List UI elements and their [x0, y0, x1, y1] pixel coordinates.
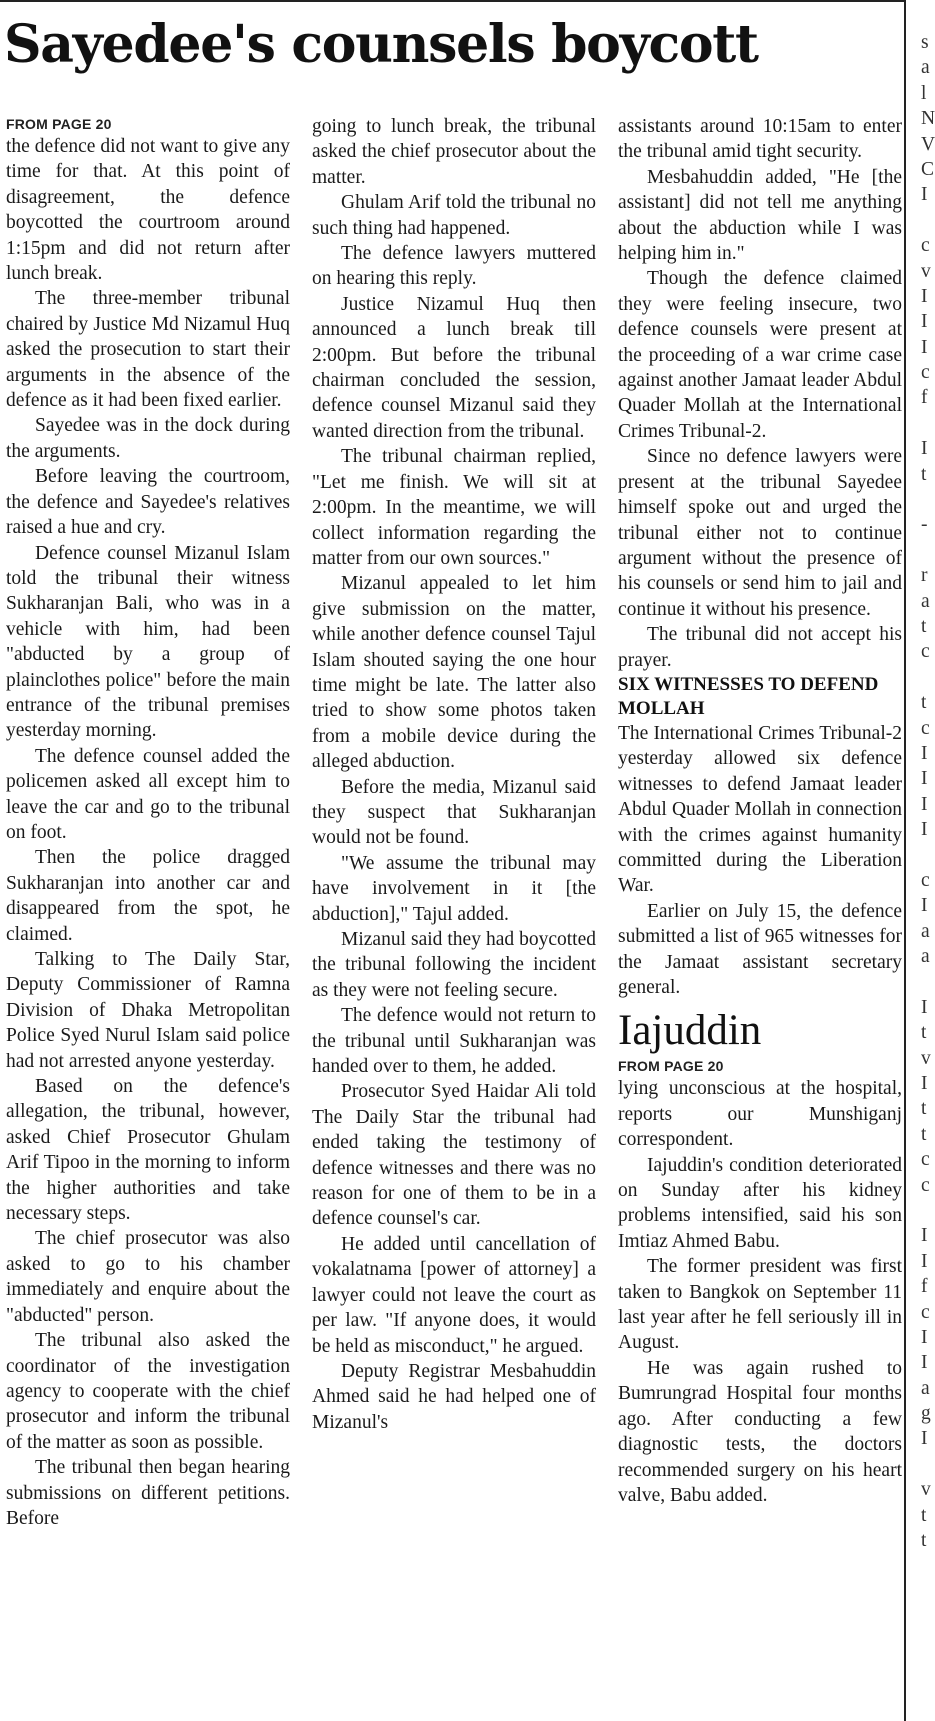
edge-fragment — [921, 208, 929, 233]
top-rule — [0, 0, 904, 2]
paragraph: He added until cancellation of vokalatnama [power of attorney] a lawyer could not leave the court as per law. "If anyone does, it would be held as misconduct," he argued. — [312, 1233, 596, 1357]
edge-fragment: t — [921, 1504, 927, 1526]
edge-fragment: I — [921, 438, 928, 460]
edge-fragment: c — [921, 362, 930, 384]
paragraph: Prosecutor Syed Haidar Ali told The Daily Star the tribunal had ended taking the testimony of defence witnesses and there was no reason for one of them to be in a defence counsel's car. — [312, 1081, 596, 1230]
edge-fragment: f — [921, 1276, 928, 1298]
paragraph: Mesbahuddin added, "He [the assistant] did not tell me anything about the abduction while I was helping him in." — [618, 166, 902, 265]
story2-body — [618, 1076, 902, 1508]
edge-fragment: v — [921, 260, 931, 282]
paragraph: Sayedee was in the dock during the arguments. — [6, 415, 290, 462]
edge-fragment: v — [921, 1047, 931, 1069]
edge-fragment: I — [921, 742, 928, 764]
adjacent-column-fragment — [921, 30, 935, 1553]
edge-fragment: a — [921, 946, 930, 968]
column-2-body — [312, 114, 596, 1435]
edge-fragment: t — [921, 615, 927, 637]
paragraph: Before the media, Mizanul said they suspect that Sukharanjan would not be found. — [312, 776, 596, 849]
story1-kicker: FROM PAGE 20 — [6, 116, 112, 132]
paragraph: The tribunal then began hearing submissions on different petitions. Before — [6, 1457, 290, 1529]
edge-fragment: I — [921, 1428, 928, 1450]
edge-fragment: I — [921, 184, 928, 206]
edge-fragment: I — [921, 793, 928, 815]
edge-fragment: c — [921, 1301, 930, 1323]
story2-headline: Iajuddin — [618, 1007, 762, 1055]
paragraph: going to lunch break, the tribunal asked the chief prosecutor about the matter. — [312, 116, 596, 188]
main-headline: Sayedee's counsels boycott — [4, 14, 758, 75]
edge-fragment: c — [921, 641, 930, 663]
edge-fragment — [921, 411, 929, 436]
edge-fragment: I — [921, 1225, 928, 1247]
edge-fragment: I — [921, 1352, 928, 1374]
edge-fragment: I — [921, 996, 928, 1018]
edge-fragment — [921, 843, 929, 868]
edge-fragment: N — [921, 108, 935, 130]
edge-fragment: c — [921, 235, 930, 257]
story1-subhead: SIX WITNESSES TO DEFEND MOLLAH — [618, 673, 879, 719]
edge-fragment: c — [921, 1174, 930, 1196]
edge-fragment: g — [921, 1403, 931, 1425]
edge-fragment: I — [921, 768, 928, 790]
edge-fragment: l — [921, 82, 927, 104]
edge-fragment — [921, 487, 929, 512]
edge-fragment: I — [921, 285, 928, 307]
paragraph: Though the defence claimed they were feeling insecure, two defence counsels were present at the proceeding of a war crime case against another Jamaat leader Abdul Quader Mollah at the International Crimes Tribunal-2. — [618, 268, 902, 442]
edge-fragment: I — [921, 819, 928, 841]
paragraph: Then the police dragged Sukharanjan into another car and disappeared from the spot, he claimed. — [6, 847, 290, 945]
paragraph: He was again rushed to Bumrungrad Hospital four months ago. After conducting a few diagnostic tests, the doctors recommended surgery on his heart valve, Babu added. — [618, 1357, 902, 1506]
column-3-body — [618, 114, 902, 673]
paragraph: The defence would not return to the tribunal until Sukharanjan was handed over to them, he added. — [312, 1005, 596, 1078]
edge-fragment — [921, 969, 929, 994]
paragraph: Mizanul appealed to let him give submission on the matter, while another defence counsel Tajul Islam shouted saying the one hour time might be late. The latter also tried to show some photos taken from a mobile device during the alleged abduction. — [312, 573, 596, 773]
paragraph: Iajuddin's condition deteriorated on Sunday after his kidney problems intensified, said his son Imtiaz Ahmed Babu. — [618, 1154, 902, 1252]
paragraph: assistants around 10:15am to enter the tribunal amid tight security. — [618, 116, 902, 163]
paragraph: Ghulam Arif told the tribunal no such thing had happened. — [312, 192, 596, 239]
article-column-1 — [6, 114, 290, 1531]
edge-fragment: s — [921, 32, 929, 53]
paragraph: lying unconscious at the hospital, reports our Munshiganj correspondent. — [618, 1078, 902, 1151]
edge-fragment: I — [921, 311, 928, 333]
paragraph: The former president was first taken to Bangkok on September 11 last year after he fell seriously ill in August. — [618, 1256, 902, 1354]
edge-fragment: C — [921, 158, 935, 180]
edge-fragment: a — [921, 1377, 930, 1399]
edge-fragment: t — [921, 1123, 927, 1145]
paragraph: Before leaving the courtroom, the defence and Sayedee's relatives raised a hue and cry. — [6, 466, 290, 539]
paragraph: The three-member tribunal chaired by Justice Md Nizamul Huq asked the prosecution to start their arguments in the absence of the defence as it had been fixed earlier. — [6, 288, 290, 412]
story2-kicker: FROM PAGE 20 — [618, 1058, 724, 1075]
paragraph: "We assume the tribunal may have involvement in it [the abduction]," Tajul added. — [312, 852, 596, 925]
paragraph: Defence counsel Mizanul Islam told the tribunal their witness Sukharanjan Bali, who was in a vehicle with him, had been "abducted by a group of plainclothes police" before the main entrance of the tribunal premises yesterday morning. — [6, 542, 290, 742]
edge-fragment: I — [921, 895, 928, 917]
paragraph: The chief prosecutor was also asked to go to his chamber immediately and enquire about the "abducted" person. — [6, 1228, 290, 1326]
edge-fragment: f — [921, 387, 928, 409]
edge-fragment: t — [921, 1098, 927, 1120]
paragraph: The tribunal did not accept his prayer. — [618, 624, 902, 671]
edge-fragment: a — [921, 57, 930, 79]
paragraph: The tribunal also asked the coordinator of the investigation agency to cooperate with the chief prosecutor and inform the tribunal of the matter as soon as possible. — [6, 1330, 290, 1453]
edge-fragment: I — [921, 1326, 928, 1348]
edge-fragment: a — [921, 590, 930, 612]
paragraph: The defence counsel added the policemen asked all except him to leave the car and go to the tribunal on foot. — [6, 745, 290, 843]
edge-fragment: c — [921, 717, 930, 739]
paragraph: the defence did not want to give any time for that. At this point of disagreement, the defence boycotted the courtroom around 1:15pm and did not return after lunch break. — [6, 136, 290, 285]
edge-fragment: v — [921, 1479, 931, 1501]
paragraph: Based on the defence's allegation, the tribunal, however, asked Chief Prosecutor Ghulam Arif Tipoo in the morning to inform the higher authorities and take necessary steps. — [6, 1076, 290, 1225]
edge-fragment: I — [921, 336, 928, 358]
column-3-after-subhead — [618, 721, 902, 1000]
paragraph: Deputy Registrar Mesbahuddin Ahmed said he had helped one of Mizanul's — [312, 1360, 596, 1433]
paragraph: Earlier on July 15, the defence submitted a list of 965 witnesses for the Jamaat assistant secretary general. — [618, 900, 902, 998]
edge-fragment: c — [921, 1149, 930, 1171]
edge-fragment: t — [921, 1530, 927, 1552]
column-1-body — [6, 134, 290, 1531]
edge-fragment: t — [921, 1022, 927, 1044]
edge-fragment: t — [921, 692, 927, 714]
edge-fragment: I — [921, 1073, 928, 1095]
edge-fragment: - — [921, 514, 928, 536]
paragraph: The International Crimes Tribunal-2 yesterday allowed six defence witnesses to defend Jamaat leader Abdul Quader Mollah in connection with the crimes against humanity committed during the Liberation War. — [618, 722, 902, 897]
edge-fragment: r — [921, 565, 928, 587]
paragraph: Justice Nizamul Huq then announced a lunch break till 2:00pm. But before the tribunal chairman concluded the session, defence counsel Mizanul said they wanted direction from the tribunal. — [312, 293, 596, 442]
column-divider-rule — [904, 0, 906, 1721]
paragraph: Talking to The Daily Star, Deputy Commissioner of Ramna Division of Dhaka Metropolitan Police Syed Nurul Islam said police had not arrested anyone yesterday. — [6, 949, 290, 1072]
paragraph: Mizanul said they had boycotted the tribunal following the incident as they were not feeling secure. — [312, 929, 596, 1001]
edge-fragment — [921, 665, 929, 690]
edge-fragment: V — [921, 133, 935, 155]
paragraph: The defence lawyers muttered on hearing this reply. — [312, 243, 596, 290]
article-column-2 — [312, 114, 596, 1435]
paragraph: Since no defence lawyers were present at the tribunal Sayedee himself spoke out and urged the tribunal either not to continue argument without the presence of his counsels or send him to jail and continue it without his presence. — [618, 446, 902, 620]
edge-fragment: I — [921, 1250, 928, 1272]
paragraph: The tribunal chairman replied, "Let me finish. We will sit at 2:00pm. In the meantime, we will collect information regarding the matter from our own sources." — [312, 446, 596, 569]
edge-fragment: c — [921, 869, 930, 891]
edge-fragment: a — [921, 920, 930, 942]
edge-fragment — [921, 1198, 929, 1223]
edge-fragment — [921, 538, 929, 563]
edge-fragment — [921, 1452, 929, 1477]
article-column-3 — [618, 114, 902, 1508]
edge-fragment: t — [921, 463, 927, 485]
